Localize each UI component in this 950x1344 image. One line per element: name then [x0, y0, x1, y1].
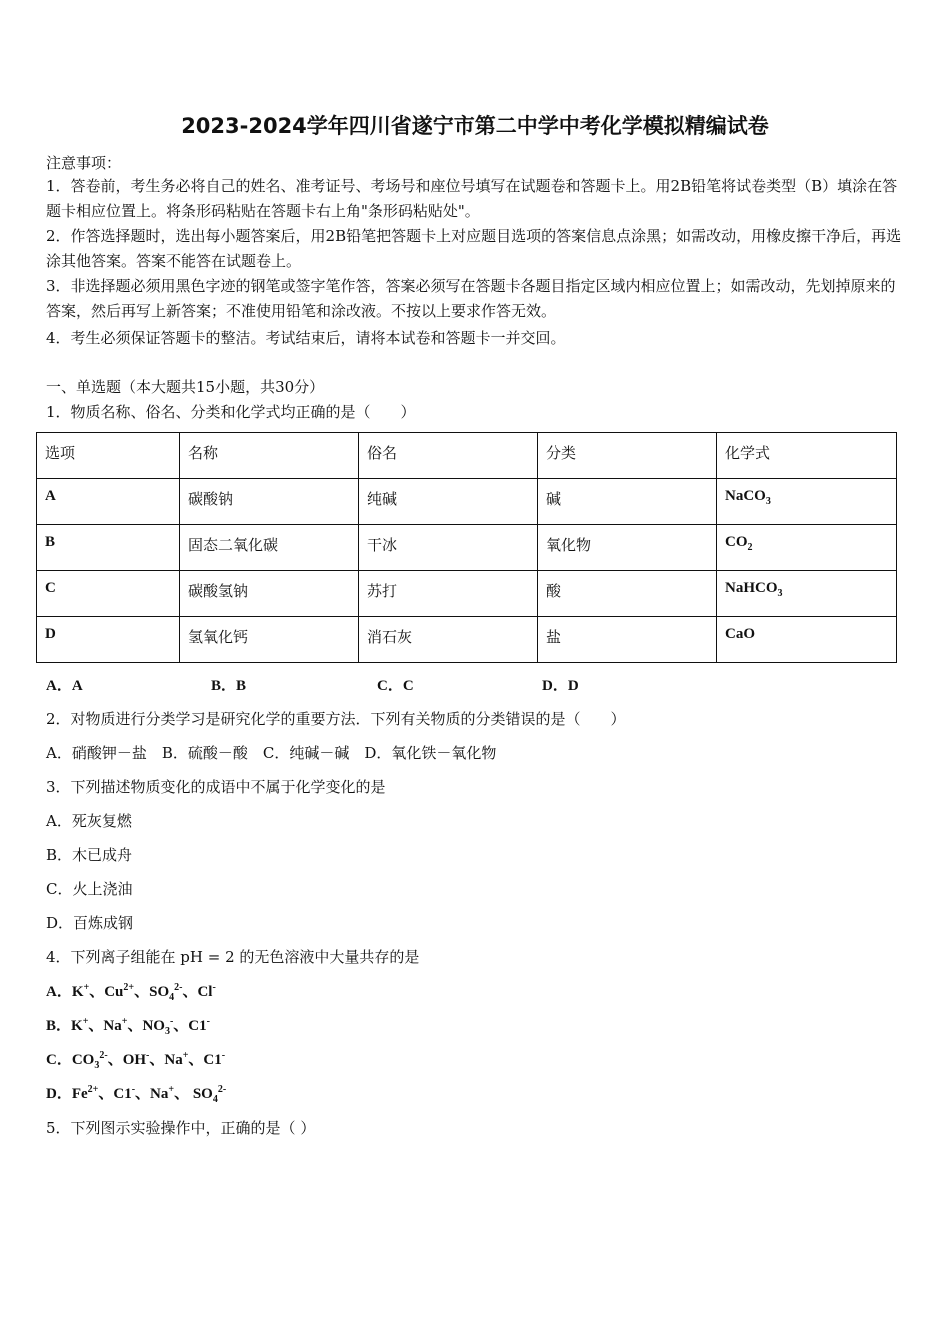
q4-option-d[interactable]: D．$Fe^{2+}$、C1-、Na+、 $SO_4^{2-}$	[46, 1084, 227, 1105]
table-row	[37, 617, 897, 663]
q3-stem: 3．下列描述物质变化的成语中不属于化学变化的是	[46, 778, 386, 796]
q1-option-c[interactable]: C．C	[377, 678, 414, 694]
table-header-row	[37, 433, 897, 479]
row-common: 纯碱	[359, 479, 538, 525]
q1-stem: 1．物质名称、俗名、分类和化学式均正确的是（ ）	[46, 403, 416, 421]
notice-item-4: 4．考生必须保证答题卡的整洁。考试结束后，请将本试卷和答题卡一并交回。	[46, 329, 566, 347]
header-class: 分类	[538, 433, 717, 479]
table-row	[37, 479, 897, 525]
section-heading: 一、单选题（本大题共15小题，共30分）	[46, 378, 325, 396]
row-class: 酸	[538, 571, 717, 617]
formula-sub: 3	[777, 588, 783, 599]
notice-item-3: 3．非选择题必须用黑色字迹的钢笔或签字笔作答，答案必须写在答题卡各题目指定区域内相应位置上；如需改动，先划掉原来的答案，然后再写上新答案；不准使用铅笔和涂改液。不按以上要求作答无效。	[46, 277, 896, 320]
q1-option-d[interactable]: D．D	[542, 678, 579, 694]
row-option: C	[37, 571, 180, 617]
table-row	[37, 525, 897, 571]
notice-item-1: 1．答卷前，考生务必将自己的姓名、准考证号、考场号和座位号填写在试题卷和答题卡上。用2B铅笔将试卷类型（B）填涂在答题卡相应位置上。将条形码粘贴在答题卡右上角"条形码粘贴处"。	[46, 177, 898, 220]
row-formula	[717, 525, 897, 571]
formula-main: CaO	[725, 626, 755, 642]
row-name: 碳酸钠	[180, 479, 359, 525]
formula-main: CO	[725, 534, 748, 550]
formula-main: NaCO	[725, 488, 766, 504]
row-option: B	[37, 525, 180, 571]
q1-table	[36, 432, 897, 663]
q5-stem: 5．下列图示实验操作中，正确的是（ ）	[46, 1119, 316, 1137]
q3-option-a[interactable]: A．死灰复燃	[46, 812, 132, 830]
header-common: 俗名	[359, 433, 538, 479]
q2-options: A．硝酸钾－盐 B．硫酸－酸 C．纯碱－碱 D．氧化铁－氧化物	[46, 744, 497, 762]
q1-option-b[interactable]: B．B	[211, 678, 247, 694]
formula-sub: 2	[747, 542, 753, 553]
row-formula	[717, 479, 897, 525]
q1-option-a[interactable]: A．A	[46, 678, 83, 694]
q4-option-b[interactable]: B．K+、Na+、$NO_3^-$、C1-	[46, 1016, 210, 1037]
notice-heading: 注意事项：	[46, 154, 122, 172]
row-class: 盐	[538, 617, 717, 663]
row-formula	[717, 571, 897, 617]
formula-main: NaHCO	[725, 580, 778, 596]
q3-option-b[interactable]: B．木已成舟	[46, 846, 133, 864]
row-common: 消石灰	[359, 617, 538, 663]
row-name: 固态二氧化碳	[180, 525, 359, 571]
header-formula: 化学式	[717, 433, 897, 479]
row-formula	[717, 617, 897, 663]
row-common: 苏打	[359, 571, 538, 617]
table-row	[37, 571, 897, 617]
row-class: 氧化物	[538, 525, 717, 571]
q3-option-d[interactable]: D．百炼成钢	[46, 914, 134, 932]
q4-option-c[interactable]: C．$CO_3^{2-}$、OH-、Na+、C1-	[46, 1050, 226, 1071]
row-class: 碱	[538, 479, 717, 525]
q4-stem: 4．下列离子组能在 pH = 2 的无色溶液中大量共存的是	[46, 948, 420, 966]
header-name: 名称	[180, 433, 359, 479]
q2-stem: 2．对物质进行分类学习是研究化学的重要方法．下列有关物质的分类错误的是（ ）	[46, 710, 626, 728]
row-option: D	[37, 617, 180, 663]
formula-sub: 3	[765, 496, 771, 507]
notice-item-2: 2．作答选择题时，选出每小题答案后，用2B铅笔把答题卡上对应题目选项的答案信息点涂黑；如需改动，用橡皮擦干净后，再选涂其他答案。答案不能答在试题卷上。	[46, 227, 902, 270]
row-name: 碳酸氢钠	[180, 571, 359, 617]
row-option: A	[37, 479, 180, 525]
row-common: 干冰	[359, 525, 538, 571]
q4-option-a[interactable]: A．K+、$Cu^{2+}$、$SO_4^{2-}$、Cl-	[46, 982, 216, 1003]
page-title: 2023-2024学年四川省遂宁市第二中学中考化学模拟精编试卷	[181, 114, 769, 138]
q3-option-c[interactable]: C．火上浇油	[46, 880, 133, 898]
row-name: 氢氧化钙	[180, 617, 359, 663]
header-option: 选项	[37, 433, 180, 479]
q1-options	[46, 674, 579, 695]
